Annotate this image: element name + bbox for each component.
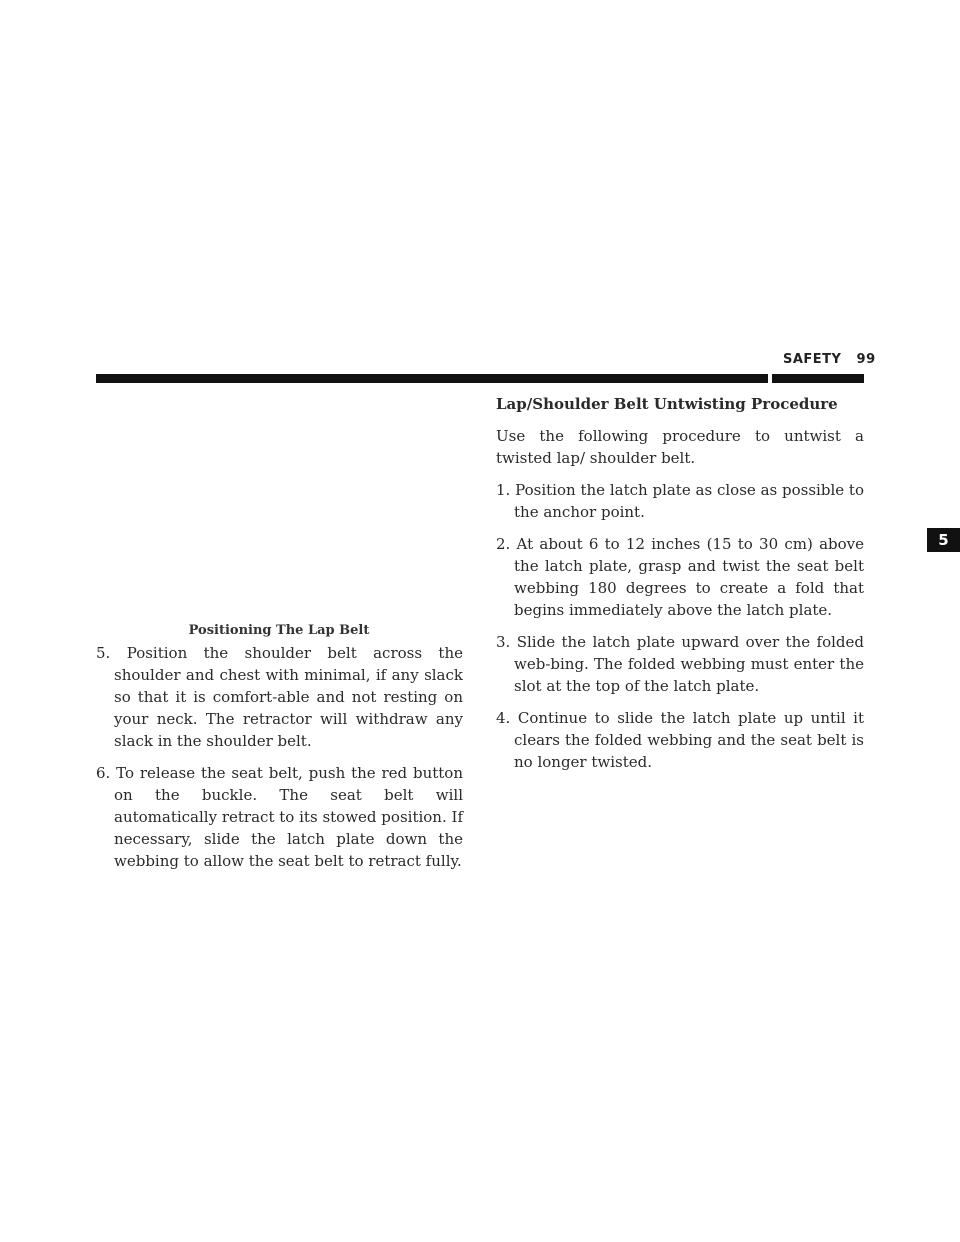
left-column bbox=[96, 642, 463, 882]
step-number: 2. bbox=[496, 535, 511, 553]
list-item bbox=[496, 479, 864, 523]
header-rule-short bbox=[772, 374, 864, 383]
step-text: At about 6 to 12 inches (15 to 30 cm) above the latch plate, grasp and twist the seat belt webbing 180 degrees to create a fold that begins immediately above the latch plate. bbox=[514, 535, 864, 619]
list-item bbox=[496, 533, 864, 621]
step-text: Position the shoulder belt across the shoulder and chest with minimal, if any slack so that it is comfort-able and not resting on your neck. The retractor will withdraw any slack in the shoulder belt. bbox=[114, 644, 463, 750]
left-steps-list bbox=[96, 642, 463, 872]
step-text: Position the latch plate as close as possible to the anchor point. bbox=[514, 481, 864, 521]
list-item bbox=[96, 642, 463, 752]
header-rule bbox=[96, 374, 768, 383]
section-title: SAFETY bbox=[783, 352, 842, 367]
list-item bbox=[496, 707, 864, 773]
step-number: 4. bbox=[496, 709, 511, 727]
figure-placeholder bbox=[96, 392, 462, 642]
step-number: 5. bbox=[96, 644, 111, 662]
step-number: 3. bbox=[496, 633, 511, 651]
step-text: Continue to slide the latch plate up until it clears the folded webbing and the seat belt is no longer twisted. bbox=[514, 709, 864, 771]
step-text: To release the seat belt, push the red button on the buckle. The seat belt will automatically retract to its stowed position. If necessary, slide the latch plate down the webbing to allow the seat belt to retract fully. bbox=[114, 764, 463, 870]
step-text: Slide the latch plate upward over the folded web-bing. The folded webbing must enter the slot at the top of the latch plate. bbox=[514, 633, 864, 695]
list-item bbox=[96, 762, 463, 872]
step-number: 1. bbox=[496, 481, 511, 499]
section-heading: Lap/Shoulder Belt Untwisting Procedure bbox=[496, 395, 838, 413]
figure-caption: Positioning The Lap Belt bbox=[188, 623, 370, 638]
right-column bbox=[496, 393, 864, 783]
step-number: 6. bbox=[96, 764, 111, 782]
intro-paragraph: Use the following procedure to untwist a twisted lap/ shoulder belt. bbox=[496, 427, 864, 467]
running-header bbox=[783, 352, 876, 367]
chapter-tab: 5 bbox=[927, 528, 960, 552]
page-number: 99 bbox=[856, 352, 876, 367]
right-steps-list bbox=[496, 479, 864, 773]
list-item bbox=[496, 631, 864, 697]
